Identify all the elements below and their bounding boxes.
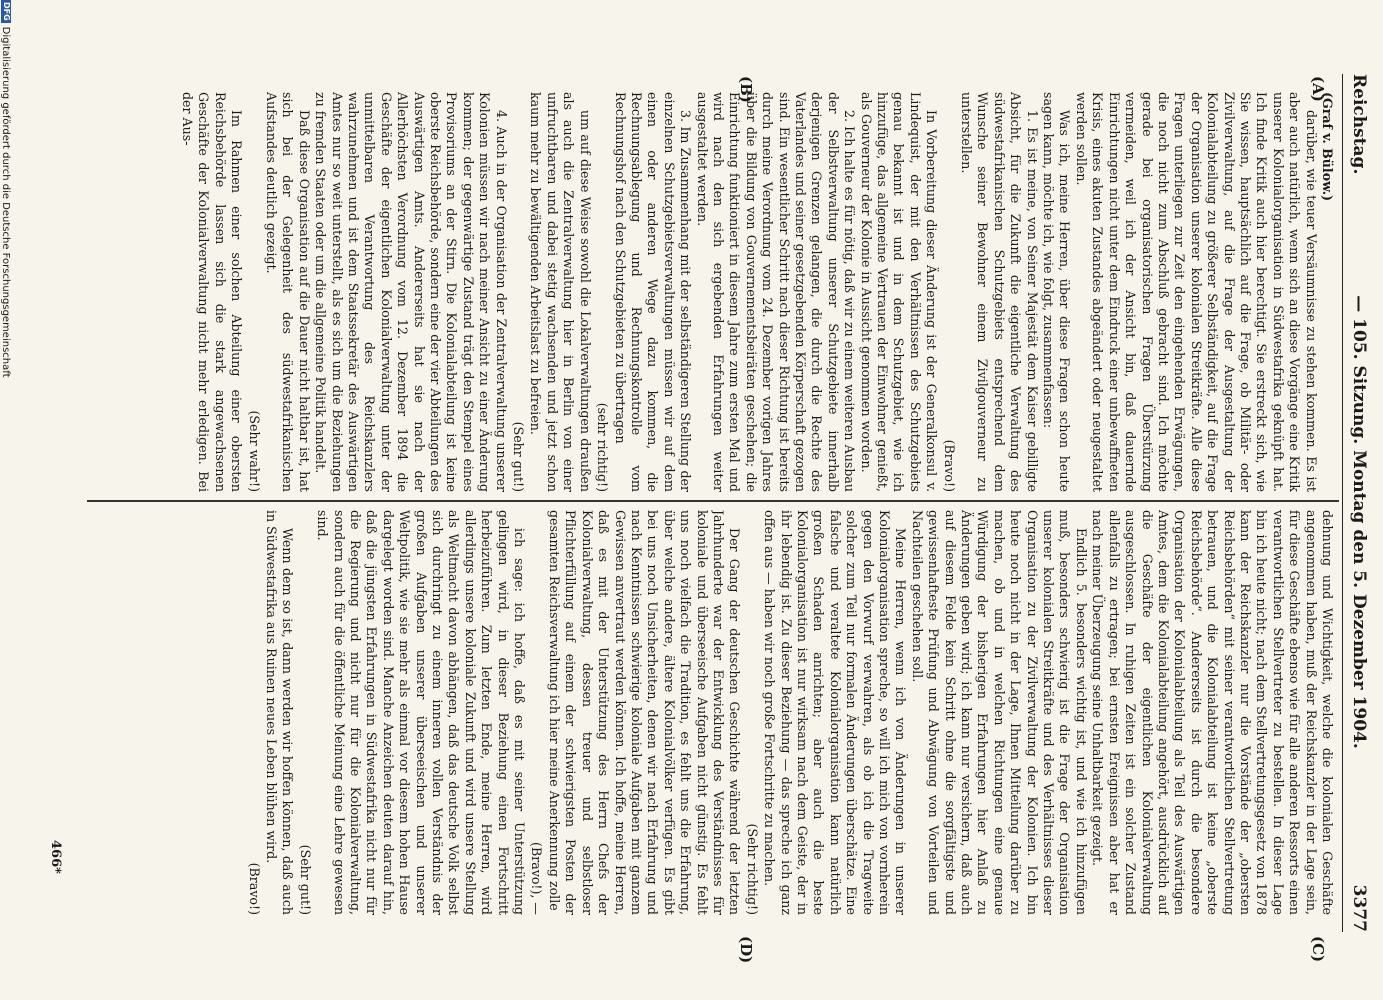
margin-letter-b: (B) — [737, 76, 755, 103]
page-header — [1345, 74, 1373, 932]
margin-letter-a: (A) — [1309, 76, 1327, 102]
paragraph: um auf diese Weise sowohl die Lokalverwaltungen draußen als auch die Zentralverwaltung hier in Berlin von einer unfruchtbaren und dabei stetig wachsenden und jetzt schon kaum mehr zu bewältigenden Arbeitslast zu befreien. — [528, 92, 593, 492]
interjection: (Sehr wahr!) — [246, 410, 262, 492]
paragraph: 2. Ich halte es für nötig, daß wir zu einem weiteren Ausbau der Selbstverwaltung unserer Schutzgebiete innerhalb derjenigen Grenzen gelangen, die durch die Rechte des Vaterlandes und seiner gesetzgebenden Körperschaft gezogen sind. Ein wesentlicher Schritt nach dieser Richtung ist bereits durch meine Verordnung vom 24. Dezember vorigen Jahres über die Bildung von Gouvernementsbeiräten geschehen; die Einrichtung funktioniert in diesem Jahre zum ersten Mal und wird nach den sich ergebenden Erfahrungen weiter ausgestaltet werden. — [694, 92, 858, 492]
margin-letter-c: (C) — [1309, 936, 1327, 963]
paragraph: ich sage: ich hoffe, daß es mit seiner Unterstützung gelingen wird, in dieser Beziehung einen Fortschritt herbeizuführen. Zum letzten Ende, meine Herren, wird allerdings unsere koloniale Zukunft und wird unsere Stellung als Weltmacht davon abhängen, daß das deutsche Volk selbst sich durchringt zu einem inneren vollen Verständnis der großen Aufgaben unserer überseeischen und unserer Weltpolitik, wie sie mehr als einmal vor diesem hohen Hause dargelegt worden sind. Manche Anzeichen deuten darauf hin, daß die jüngsten Erfahrungen in Südwestafrika nicht nur für die Regierung und nicht nur für die Kolonialverwaltung, sondern auch für die öffentliche Meinung eine Lehre gewesen sind. — [315, 510, 528, 915]
paragraph: Endlich 5. besonders wichtig ist, und wie ich hinzufügen muß, besonders schwierig ist die Frage der Organisation unserer kolonialen Streitkräfte und des Verhältnisses dieser Organisation zu der Zivilverwaltung der Kolonien. Ich bin heute noch nicht in der Lage, Ihnen Mitteilung darüber zu machen, ob und in welchen Richtungen eine genaue Würdigung der bisherigen Erfahrungen hier Anlaß zu Änderungen geben wird; ich kann nur versichern, daß auch auf diesem Felde kein Schritt ohne die sorgfältigste und gewissenhafteste Prüfung und Abwägung von Vorteilen und Nachteilen geschehen soll. — [909, 510, 1089, 915]
paragraph: 1. Es ist meine, von Seiner Majestät dem Kaiser gebilligte Absicht, für die Zukunft die eigentliche Verwaltung des südwestafrikanischen Schutzgebiets entsprechend dem Wunsche seiner Bewohner einem Zivilgouverneur zu unterstellen. — [959, 92, 1040, 492]
paragraph: Im Rahmen einer solchen Abteilung einer obersten Reichsbehörde lassen sich die stark angewachsenen Geschäfte der Kolonialverwaltung nicht mehr erledigen. Bei der Aus- — [179, 92, 245, 492]
paragraph: darüber, wie teuer Versäumnisse zu stehen kommen. Es ist aber auch natürlich, wenn sich an diese Vorgänge eine Kritik unserer Kolonialorganisation in Südwestafrika geknüpft hat. Ich finde Kritik auch hier berechtigt. Sie erstreckt sich, wie Sie wissen, hauptsächlich auf die Frage, ob Militär- oder Zivilverwaltung, auf die Frage der Ausgestaltung der Kolonialabteilung zu größerer Selbständigkeit, auf die Frage der Organisation unserer kolonialen Streitkräfte. Alle diese Fragen unterliegen zur Zeit den eingehenden Erwägungen, die noch nicht zum Abschluß gebracht sind. Ich möchte gerade bei organisatorischen Fragen Überstürzung vermeiden, weil ich der Ansicht bin, daß dauernde Einrichtungen nicht unter dem Eindruck einer unbewaffneten Krisis, eines akuten Zustandes abgeändert oder neugestaltet werden sollen. — [1073, 92, 1319, 492]
footer-text: Digitalisierung gefördert durch die Deutsche Forschungsgemeinschaft — [0, 26, 11, 378]
header-middle: — 105. Sitzung. Montag den 5. Dezember 1904. — [1349, 295, 1369, 749]
interjection: (Sehr gut!) — [297, 844, 313, 915]
right-text-column — [95, 510, 1335, 915]
header-left: Reichstag. — [1349, 74, 1369, 175]
paragraph: Daß diese Organisation auf die Dauer nicht haltbar ist, hat sich bei der Gelegenheit des südwestafrikanischen Aufstandes deutlich gezeigt. — [264, 92, 312, 492]
footer-credit — [0, 0, 11, 1000]
header-rule — [1342, 74, 1343, 932]
dfg-logo: DFG — [2, 2, 11, 21]
left-text-column — [95, 92, 1335, 492]
interjection: (Sehr gut!) — [511, 421, 527, 492]
paragraph: Meine Herren, wenn ich von Änderungen in unserer Kolonialorganisation spreche, so will ich mich von vornherein gegen den Vorwurf verwahren, als ob ich die Tragweite solcher zum Teil nur formalen Änderungen überschätze. Eine falsche und veraltete Kolonialorganisation kann natürlich großen Schaden anrichten; aber auch die beste Kolonialorganisation ist nur wirksam nach dem Geiste, der in ihr lebendig ist. Zu dieser Beziehung — das spreche ich ganz offen aus — haben wir noch große Fortschritte zu machen. — [762, 510, 909, 915]
paragraph: Der Gang der deutschen Geschichte während der letzten Jahrhunderte war der Entwicklung des Verständnisses für koloniale und überseeische Aufgaben nicht günstig. Es fehlt uns noch vielfach die Tradition, es fehlt uns die Erfahrung, über welche andere, ältere Kolonialvölker verfügen. Es gibt bei uns noch Unsicherheiten, denen wir nach Erfahrung und nach Kenntnissen schwierige koloniale Aufgaben mit ganzem Gewissen anvertraut werden können. Ich hoffe, meine Herren, daß es mit der Unterstützung des Herrn Chefs der Kolonialverwaltung, dessen treuer und selbstloser Pflichterfüllung auf einem der schwierigsten Posten der gesamten Reichsverwaltung ich hier meine Anerkennung zolle — [546, 510, 743, 915]
paragraph: dehnung und Wichtigkeit, welche die kolonialen Geschäfte angenommen haben, muß der Reichskanzler in der Lage sein, für diese Geschäfte ebenso wie für alle anderen Ressorts einen verantwortlichen Stellvertreter zu bestellen. In dieser Lage bin ich heute nicht; nach dem Stellvertretungsgesetz von 1878 kann der Reichskanzler nur die Vorstände der „obersten Reichsbehörden“ mit seiner verantwortlichen Stellvertretung betrauen, und die Kolonialabteilung ist keine „oberste Reichsbehörde“. Andererseits ist durch die besondere Organisation der Kolonialabteilung als Teil des Auswärtigen Amtes, dem die Kolonialabteilung angehört, ausdrücklich auf die Geschäfte der eigentlichen Kolonialverwaltung ausgeschlossen. In ruhigen Zeiten ist ein solcher Zustand allenfalls zu ertragen; bei ernsten Ereignissen aber hat er nach meiner Überzeugung seine Unhaltbarkeit gezeigt. — [1090, 510, 1335, 915]
interjection: (sehr richtig!) — [595, 402, 611, 492]
header-page-number: 3377 — [1349, 884, 1369, 932]
interjection: (Bravo!) — [941, 439, 957, 492]
interjection: (Bravo!) — [246, 862, 262, 915]
paragraph: Wenn dem so ist, dann werden wir hoffen können, daß auch in Südwestafrika aus Ruinen neues Leben blühen wird. — [264, 510, 296, 915]
folio-number: 466* — [48, 840, 63, 874]
paragraph: Was ich, meine Herren, über diese Fragen schon heute sagen kann, möchte ich, wie folgt, zusammenfassen: — [1041, 92, 1073, 492]
paragraph: In Vorbereitung dieser Änderung ist der Generalkonsul v. Lindequist, der mit den Verhältnissen des Schutzgebiets genau bekannt ist und in dem Schutzgebiet, wie ich hinzufüge, das allgemeine Vertrauen der Einwohner genießt, als Gouverneur der Kolonie in Aussicht genommen worden. — [858, 92, 940, 492]
paragraph: 3. Im Zusammenhang mit der selbständigeren Stellung der einzelnen Schutzgebietsverwaltungen müssen wir auf dem einen oder anderen Wege dazu kommen, die Rechnungsablegung und Rechnungskontrolle vom Rechnungshof nach den Schutzgebieten zu übertragen — [612, 92, 694, 492]
paragraph: 4. Auch in der Organisation der Zentralverwaltung unserer Kolonien müssen wir nach meiner Ansicht zu einer Änderung kommen; der gegenwärtige Zustand trägt den Stempel eines Provisoriums an der Stirn. Die Kolonialabteilung ist keine oberste Reichsbehörde, sondern eine der vier Abteilungen des Auswärtigen Amts. Andererseits hat sie nach der Allerhöchsten Verordnung vom 12. Dezember 1894 die Geschäfte der eigentlichen Kolonialverwaltung unter der unmittelbaren Verantwortung des Reichskanzlers wahrzunehmen und ist dem Staatssekretär des Auswärtigen Amtes nur so weit unterstellt, als es sich um die Beziehungen zu fremden Staaten oder um die allgemeine Politik handelt. — [313, 92, 509, 492]
interjection: (Sehr richtig!) — [744, 823, 760, 915]
interjection: (Bravo!), — — [529, 842, 545, 915]
margin-letter-d: (D) — [737, 936, 755, 964]
speaker-name: (Graf v. Bülow.) — [1320, 92, 1335, 202]
column-divider — [87, 500, 1339, 502]
